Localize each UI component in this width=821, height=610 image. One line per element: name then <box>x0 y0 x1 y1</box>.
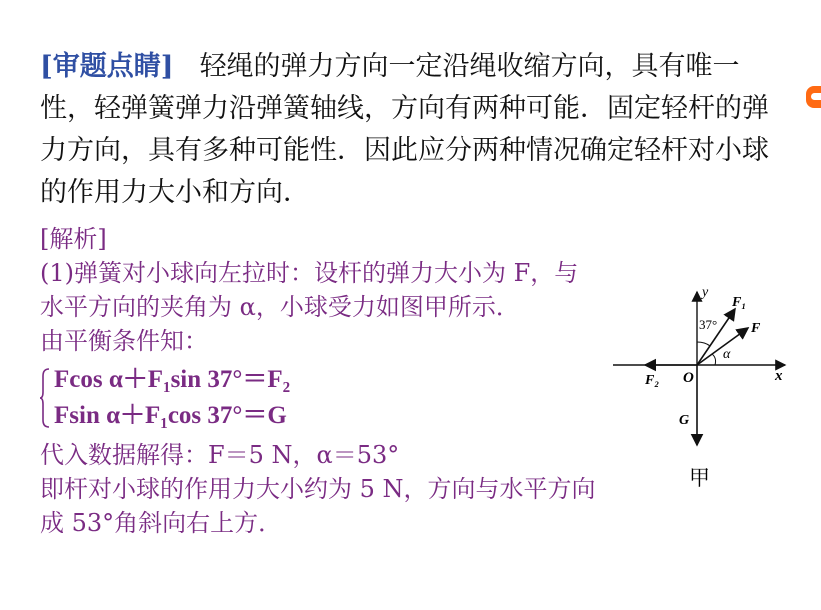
angle-alpha-label: α <box>723 347 731 362</box>
angle-37-label: 37° <box>699 317 718 332</box>
solution-line-3: 由平衡条件知： <box>40 327 208 355</box>
solution-line-5: 即杆对小球的作用力大小约为 5 N，方向与水平方向 <box>40 475 596 503</box>
f-label: F <box>751 321 761 336</box>
solution-block <box>40 222 660 540</box>
solution-line-2: 水平方向的夹角为 α，小球受力如图甲所示． <box>40 293 520 321</box>
solution-line-4: 代入数据解得：F＝5 N，α＝53° <box>40 441 400 469</box>
equation-system <box>40 362 660 434</box>
left-brace-icon <box>40 368 50 428</box>
g-label: G <box>679 413 690 428</box>
solution-line-1-text: (1)弹簧对小球向左拉时：设杆的弹力大小为 F，与 <box>40 259 579 287</box>
origin-label: O <box>683 370 694 386</box>
review-tip-tag: [审题点睛] <box>40 51 174 82</box>
equation-2: Fsin α＋F₁cos 37°＝G <box>54 402 287 429</box>
angle-37-arc <box>697 342 710 346</box>
f2-label: F₂ <box>645 373 660 388</box>
solution-line-6: 成 53°角斜向右上方． <box>40 509 283 537</box>
review-tip-text: 轻绳的弹力方向一定沿绳收缩方向，具有唯一性，轻弹簧弹力沿弹簧轴线，方向有两种可能．固定轻杆的弹力方向，具有多种可能性．因此应分两种情况确定轻杆对小球的作用力大小和方向． <box>40 51 769 208</box>
diagram-caption: 甲 <box>689 466 710 490</box>
x-axis-label: x <box>775 368 783 384</box>
review-tip-paragraph <box>40 46 770 214</box>
angle-alpha-arc <box>712 354 716 365</box>
y-axis-label: y <box>702 285 709 300</box>
f1-label: F₁ <box>732 295 747 310</box>
corner-marker-icon <box>806 86 821 108</box>
force-diagram <box>605 282 805 492</box>
solution-heading: [解析] <box>40 225 107 253</box>
solution-line-1 <box>40 256 660 290</box>
equation-1: Fcos α＋F₁sin 37°＝F₂ <box>54 366 291 393</box>
